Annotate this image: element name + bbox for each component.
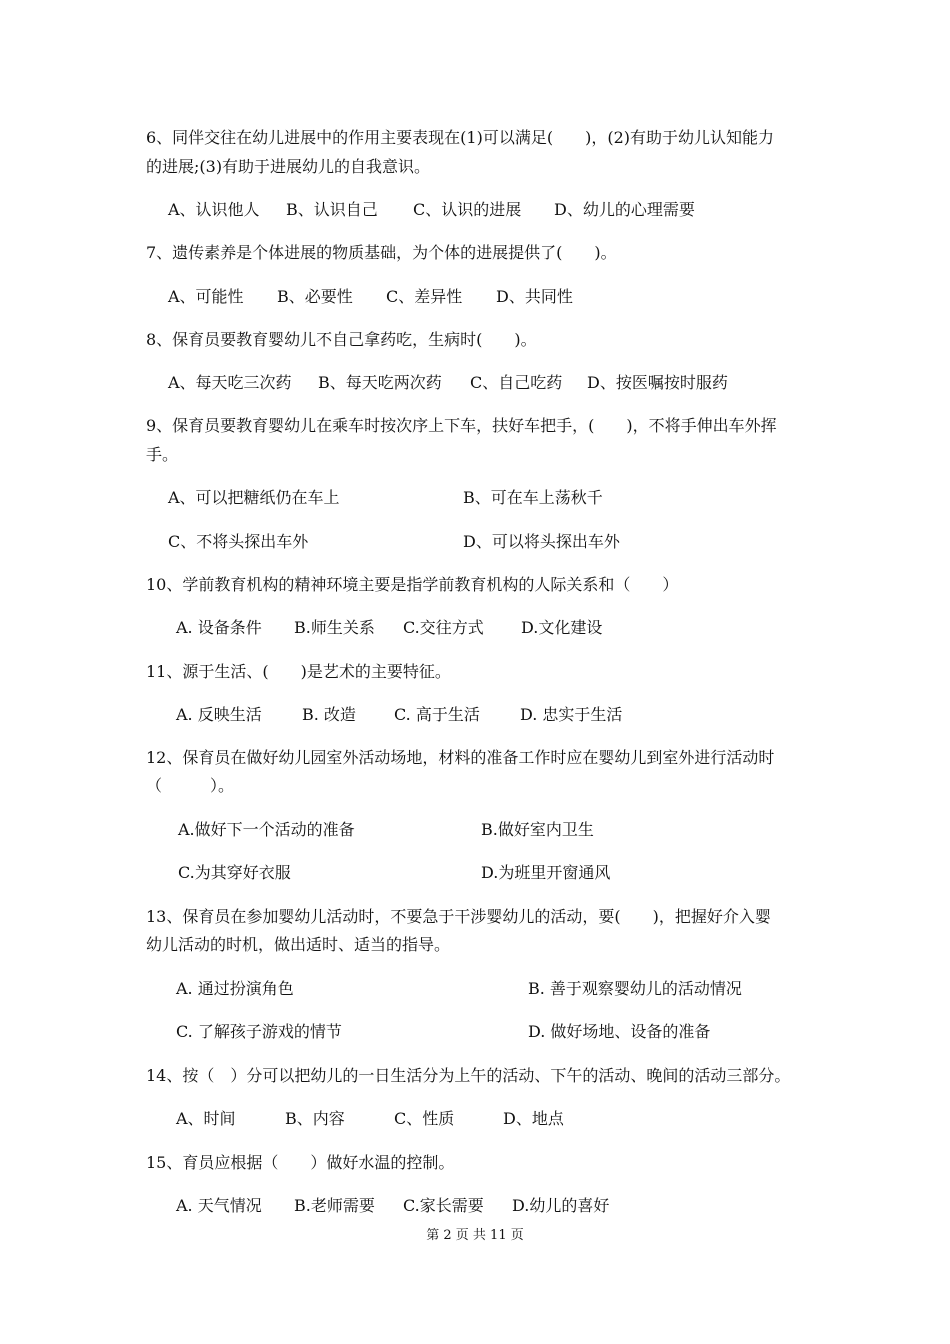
option-b: B、可在车上荡秋千 <box>463 488 603 507</box>
question-14-stem: 14、按（ ）分可以把幼儿的一日生活分为上午的活动、下午的活动、晚间的活动三部分。 <box>146 1066 791 1085</box>
option-c: C.为其穿好衣服 <box>178 863 291 882</box>
option-b: B、认识自己 <box>286 200 378 219</box>
option-b: B. 改造 <box>302 705 356 724</box>
question-13-options-row-1 <box>176 979 742 999</box>
option-d: D.幼儿的喜好 <box>512 1196 610 1215</box>
question-6-stem-line-2: 的进展;(3)有助于进展幼儿的自我意识。 <box>146 157 431 176</box>
question-6-options <box>168 200 695 220</box>
question-10-options <box>176 618 602 638</box>
option-a: A. 天气情况 <box>176 1196 262 1215</box>
option-a: A.做好下一个活动的准备 <box>178 820 355 839</box>
question-8-stem: 8、保育员要教育婴幼儿不自己拿药吃，生病时( )。 <box>146 330 537 349</box>
option-d: D、共同性 <box>496 287 573 306</box>
option-b: B.做好室内卫生 <box>481 820 594 839</box>
question-9-stem-line-2: 手。 <box>146 445 179 464</box>
option-d: D、可以将头探出车外 <box>463 532 620 551</box>
option-d: D、按医嘱按时服药 <box>587 373 728 392</box>
question-6-stem-line-1: 6、同伴交往在幼儿进展中的作用主要表现在(1)可以满足( )，(2)有助于幼儿认知能力 <box>146 128 774 147</box>
option-c: C、性质 <box>394 1109 455 1128</box>
option-a: A、可能性 <box>168 287 244 306</box>
question-9-options-row-1 <box>168 488 603 508</box>
option-a: A、每天吃三次药 <box>168 373 292 392</box>
option-b: B. 善于观察婴幼儿的活动情况 <box>528 979 742 998</box>
question-15-options <box>176 1196 609 1216</box>
option-a: A. 通过扮演角色 <box>176 979 294 998</box>
option-a: A. 反映生活 <box>176 705 262 724</box>
question-12-options-row-1 <box>178 820 594 840</box>
question-9-options-row-2 <box>168 532 620 552</box>
question-13-stem-line-2: 幼儿活动的时机，做出适时、适当的指导。 <box>146 935 451 954</box>
option-b: B.师生关系 <box>294 618 375 637</box>
option-b: B.老师需要 <box>294 1196 375 1215</box>
option-c: C、自己吃药 <box>470 373 563 392</box>
option-c: C. 了解孩子游戏的情节 <box>176 1022 342 1041</box>
question-12-options-row-2 <box>178 863 610 883</box>
question-13-stem-line-1: 13、保育员在参加婴幼儿活动时，不要急于干涉婴幼儿的活动，要( )，把握好介入婴 <box>146 907 771 926</box>
option-a: A、可以把糖纸仍在车上 <box>168 488 340 507</box>
option-c: C、差异性 <box>386 287 463 306</box>
option-c: C.交往方式 <box>403 618 484 637</box>
question-7-options <box>168 287 573 307</box>
option-a: A. 设备条件 <box>176 618 262 637</box>
option-d: D.为班里开窗通风 <box>481 863 611 882</box>
question-8-options <box>168 373 728 393</box>
option-d: D、幼儿的心理需要 <box>554 200 695 219</box>
question-9-stem-line-1: 9、保育员要教育婴幼儿在乘车时按次序上下车，扶好车把手，( )，不将手伸出车外挥 <box>146 416 777 435</box>
option-b: B、内容 <box>285 1109 345 1128</box>
question-12-stem-line-1: 12、保育员在做好幼儿园室外活动场地，材料的准备工作时应在婴幼儿到室外进行活动时 <box>146 748 775 767</box>
option-b: B、每天吃两次药 <box>318 373 442 392</box>
question-14-options <box>176 1109 564 1129</box>
question-12-stem-line-2: （ ）。 <box>146 776 235 795</box>
option-b: B、必要性 <box>277 287 353 306</box>
option-c: C、不将头探出车外 <box>168 532 309 551</box>
question-7-stem: 7、遗传素养是个体进展的物质基础，为个体的进展提供了( )。 <box>146 243 617 262</box>
option-c: C、认识的进展 <box>413 200 522 219</box>
page-number-footer: 第 2 页 共 11 页 <box>426 1228 524 1243</box>
question-15-stem: 15、育员应根据（ ）做好水温的控制。 <box>146 1153 455 1172</box>
option-d: D. 忠实于生活 <box>520 705 623 724</box>
option-d: D. 做好场地、设备的准备 <box>528 1022 711 1041</box>
option-d: D、地点 <box>503 1109 564 1128</box>
question-11-stem: 11、源于生活、( )是艺术的主要特征。 <box>146 662 451 681</box>
option-c: C. 高于生活 <box>394 705 480 724</box>
question-11-options <box>176 705 622 725</box>
option-a: A、认识他人 <box>168 200 260 219</box>
question-10-stem: 10、学前教育机构的精神环境主要是指学前教育机构的人际关系和（ ） <box>146 575 679 594</box>
option-a: A、时间 <box>176 1109 236 1128</box>
question-13-options-row-2 <box>176 1022 710 1042</box>
option-c: C.家长需要 <box>403 1196 484 1215</box>
option-d: D.文化建设 <box>521 618 603 637</box>
